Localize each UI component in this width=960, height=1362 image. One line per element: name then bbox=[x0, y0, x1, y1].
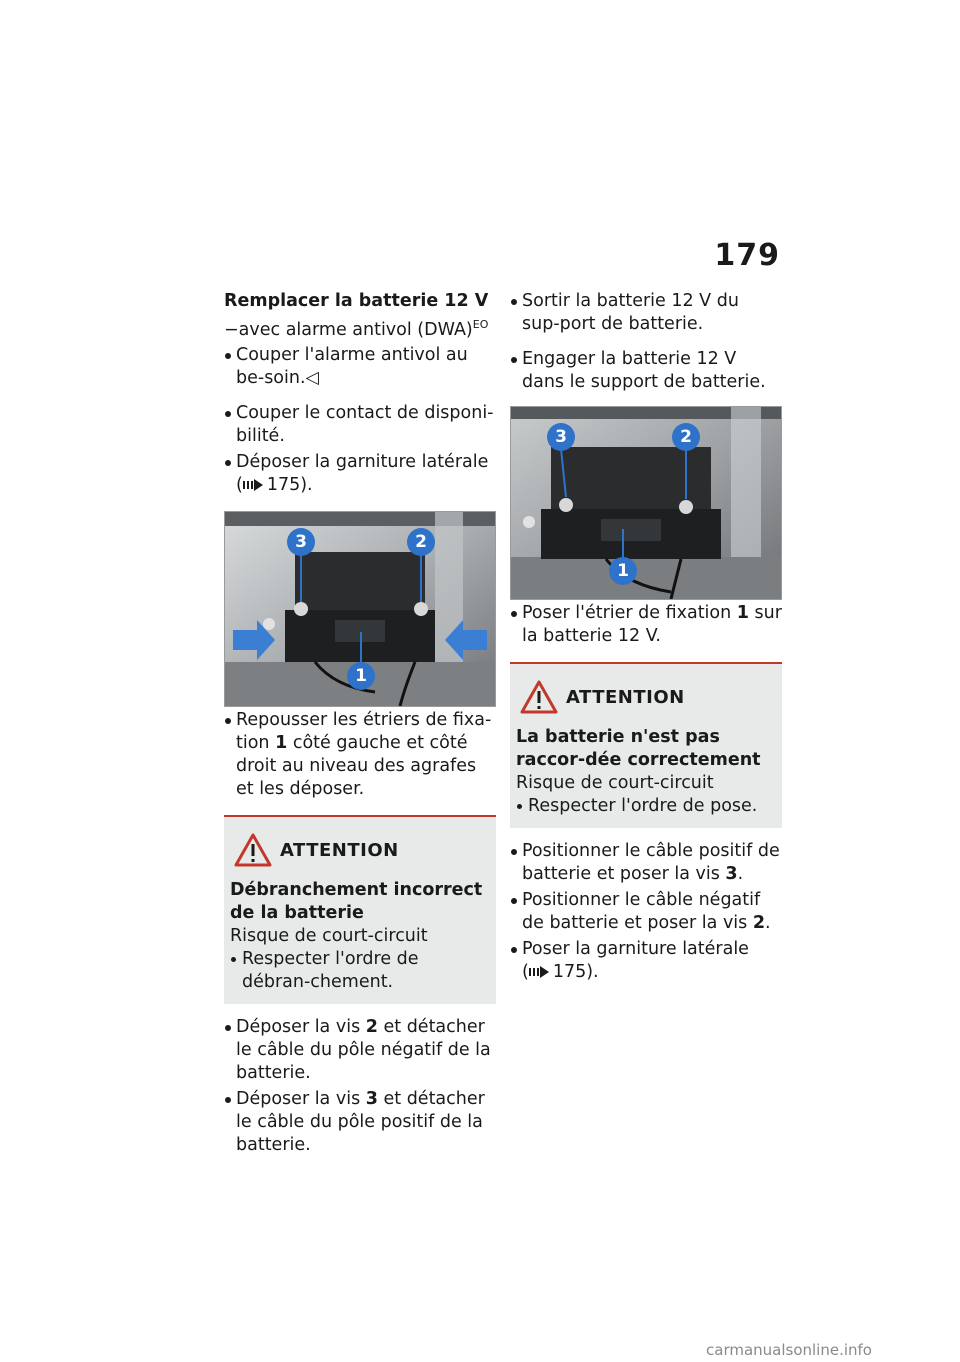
warning-header bbox=[234, 833, 490, 867]
step-item: Poser la garniture latérale ( 175). bbox=[510, 938, 782, 984]
callout-reference: 2 bbox=[752, 913, 766, 933]
battery-removal-photo bbox=[224, 511, 496, 707]
photo-callout: 2 bbox=[672, 423, 700, 451]
warning-risk: Risque de court-circuit bbox=[516, 773, 714, 793]
variant-superscript: EO bbox=[472, 318, 489, 331]
warning-box bbox=[510, 662, 782, 828]
left-column bbox=[224, 290, 496, 1157]
warning-action: Respecter l'ordre de pose. bbox=[516, 795, 776, 818]
step-item: Positionner le câble positif de batterie et poser la vis 3. bbox=[510, 840, 782, 886]
step-item: Sortir la batterie 12 V du sup-port de batterie. bbox=[510, 290, 782, 336]
watermark: carmanualsonline.info bbox=[706, 1341, 872, 1359]
page-reference: 175). bbox=[552, 962, 599, 982]
callout-reference: 1 bbox=[736, 603, 749, 623]
page-reference: 175). bbox=[266, 475, 313, 495]
warning-triangle-icon bbox=[234, 833, 272, 867]
step-item: Couper l'alarme antivol au be-soin.◁ bbox=[224, 344, 496, 390]
warning-action: Respecter l'ordre de débran-chement. bbox=[230, 948, 490, 994]
warning-headline: La batterie n'est pas raccor-dée correctement bbox=[516, 727, 761, 770]
warning-box bbox=[224, 815, 496, 1004]
photo-callout: 2 bbox=[407, 528, 435, 556]
page-number: 179 bbox=[714, 238, 780, 273]
step-item: Couper le contact de disponi-bilité. bbox=[224, 402, 496, 448]
photo-callout: 3 bbox=[287, 528, 315, 556]
photo-callout: 1 bbox=[609, 557, 637, 585]
step-item: Poser l'étrier de fixation 1 sur la batterie 12 V. bbox=[510, 602, 782, 648]
step-item: Positionner le câble négatif de batterie et poser la vis 2. bbox=[510, 889, 782, 935]
callout-reference: 3 bbox=[725, 864, 738, 884]
right-column bbox=[510, 290, 782, 984]
warning-risk: Risque de court-circuit bbox=[230, 926, 428, 946]
section-heading: Remplacer la batterie 12 V bbox=[224, 291, 489, 311]
step-item: Déposer la garniture latérale ( 175). bbox=[224, 451, 496, 497]
page-reference-arrow-icon bbox=[243, 479, 263, 491]
step-item: Engager la batterie 12 V dans le support de batterie. bbox=[510, 348, 782, 394]
warning-title: ATTENTION bbox=[280, 839, 399, 861]
battery-install-photo bbox=[510, 406, 782, 600]
warning-title: ATTENTION bbox=[566, 686, 685, 708]
warning-headline: Débranchement incorrect de la batterie bbox=[230, 880, 483, 923]
warning-header bbox=[520, 680, 776, 714]
step-item: Déposer la vis 3 et détacher le câble du pôle positif de la batterie. bbox=[224, 1088, 496, 1157]
step-item: Déposer la vis 2 et détacher le câble du pôle négatif de la batterie. bbox=[224, 1016, 496, 1085]
callout-reference: 2 bbox=[365, 1017, 378, 1037]
warning-triangle-icon bbox=[520, 680, 558, 714]
page-reference-arrow-icon bbox=[529, 966, 549, 978]
step-item: Repousser les étriers de fixa-tion 1 côté gauche et côté droit au niveau des agrafes et les déposer. bbox=[224, 709, 496, 801]
photo-callout: 3 bbox=[547, 423, 575, 451]
photo-callout: 1 bbox=[347, 662, 375, 690]
callout-reference: 1 bbox=[275, 733, 288, 753]
callout-reference: 3 bbox=[365, 1089, 378, 1109]
variant-line: −avec alarme antivol (DWA)$^{EO}$ bbox=[224, 318, 489, 340]
